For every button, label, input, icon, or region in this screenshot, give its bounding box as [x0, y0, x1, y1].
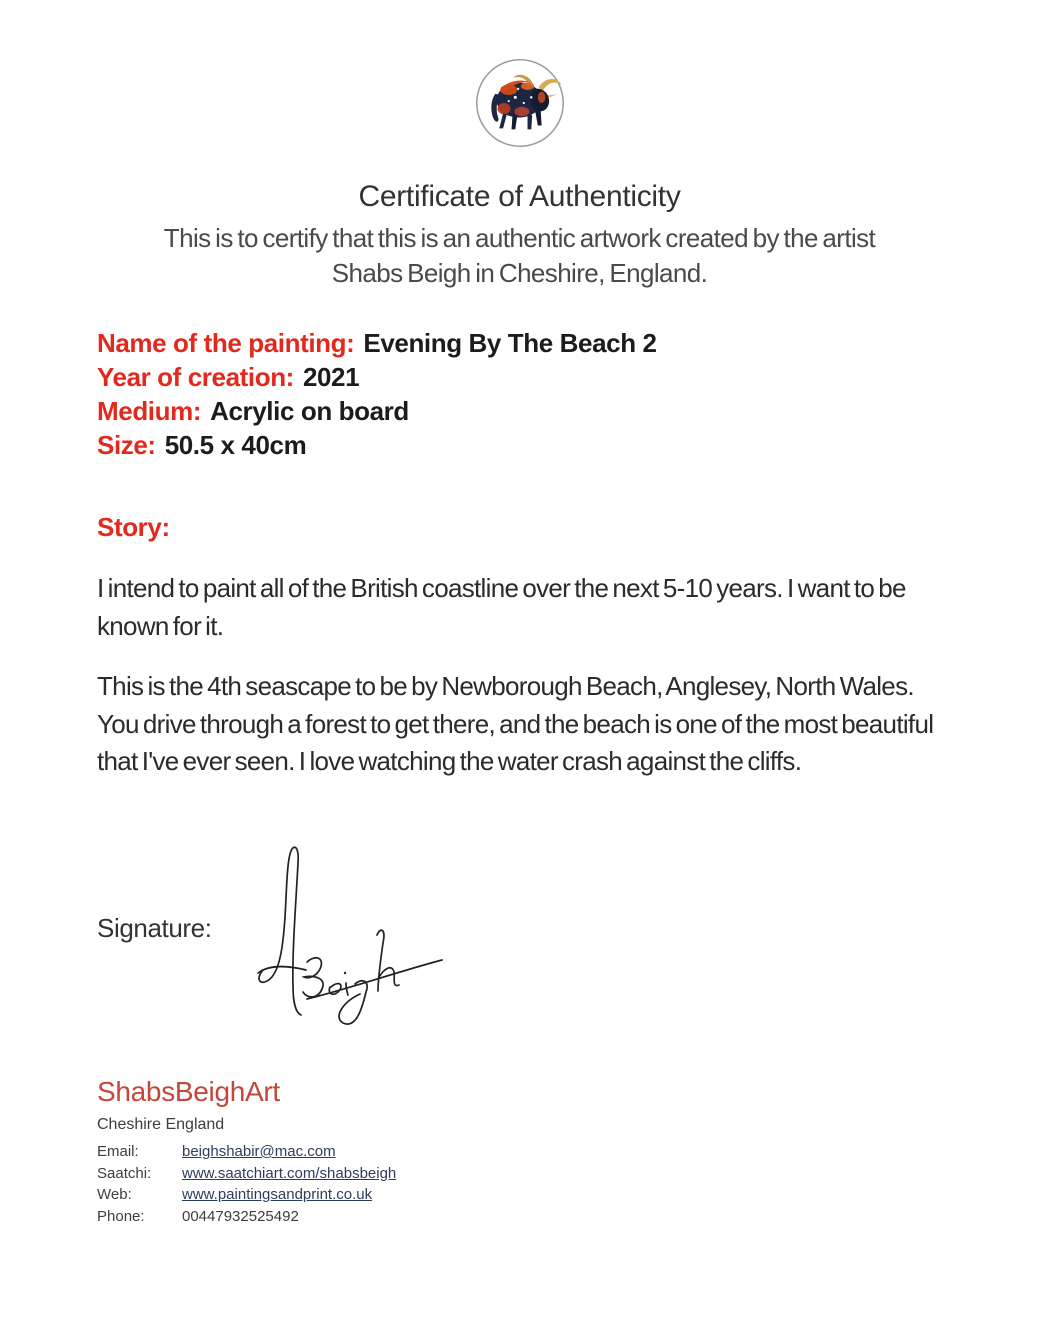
detail-row-size: [97, 428, 657, 462]
website-link[interactable]: www.paintingsandprint.co.uk: [182, 1186, 373, 1203]
detail-value: 2021: [302, 362, 360, 392]
certify-statement-line-2: Shabs Beigh in Cheshire, England.: [331, 258, 708, 288]
contact-row-saatchi: [97, 1163, 597, 1185]
footer: [97, 1076, 597, 1227]
signature-label: Signature:: [97, 913, 212, 943]
detail-value: Acrylic on board: [210, 396, 409, 426]
detail-label: Name of the painting:: [97, 328, 355, 358]
detail-value: Evening By The Beach 2: [363, 328, 657, 358]
brand-location: Cheshire England: [97, 1116, 225, 1133]
contact-label: Saatchi:: [97, 1164, 152, 1182]
detail-label: Year of creation:: [97, 362, 294, 392]
signature-image: [250, 840, 448, 1040]
certify-statement: [0, 221, 1039, 291]
contact-row-email: [97, 1141, 597, 1163]
story-heading: Story:: [97, 512, 170, 542]
contact-label: Phone:: [97, 1207, 145, 1225]
detail-row-year: [97, 360, 657, 394]
story-paragraph-2: This is the 4th seascape to be by Newborough Beach, Anglesey, North Wales. You drive through a forest to get there, and the beach is one of the most beautiful that I've ever seen. I love watching the water crash against the cliffs.: [97, 671, 934, 776]
detail-label: Medium:: [97, 396, 202, 426]
certify-statement-line-1: This is to certify that this is an authentic artwork created by the artist: [163, 223, 876, 253]
email-link[interactable]: beighshabir@mac.com: [182, 1143, 336, 1160]
detail-row-medium: [97, 394, 657, 428]
contact-row-web: [97, 1184, 597, 1206]
painting-details: [97, 326, 657, 462]
detail-label: Size:: [97, 430, 156, 460]
bull-logo-icon: [473, 56, 567, 150]
detail-row-name: [97, 326, 657, 360]
contact-label: Email:: [97, 1143, 139, 1160]
story-paragraph-1: I intend to paint all of the British coastline over the next 5-10 years. I want to be known for it.: [97, 573, 906, 641]
phone-number: 00447932525492: [182, 1207, 299, 1225]
saatchi-link[interactable]: www.saatchiart.com/shabsbeigh: [182, 1164, 397, 1182]
contact-label: Web:: [97, 1186, 132, 1203]
brand-name: ShabsBeighArt: [97, 1076, 280, 1107]
contact-row-phone: [97, 1206, 597, 1228]
detail-value: 50.5 x 40cm: [164, 430, 307, 460]
page-title: Certificate of Authenticity: [358, 180, 681, 213]
